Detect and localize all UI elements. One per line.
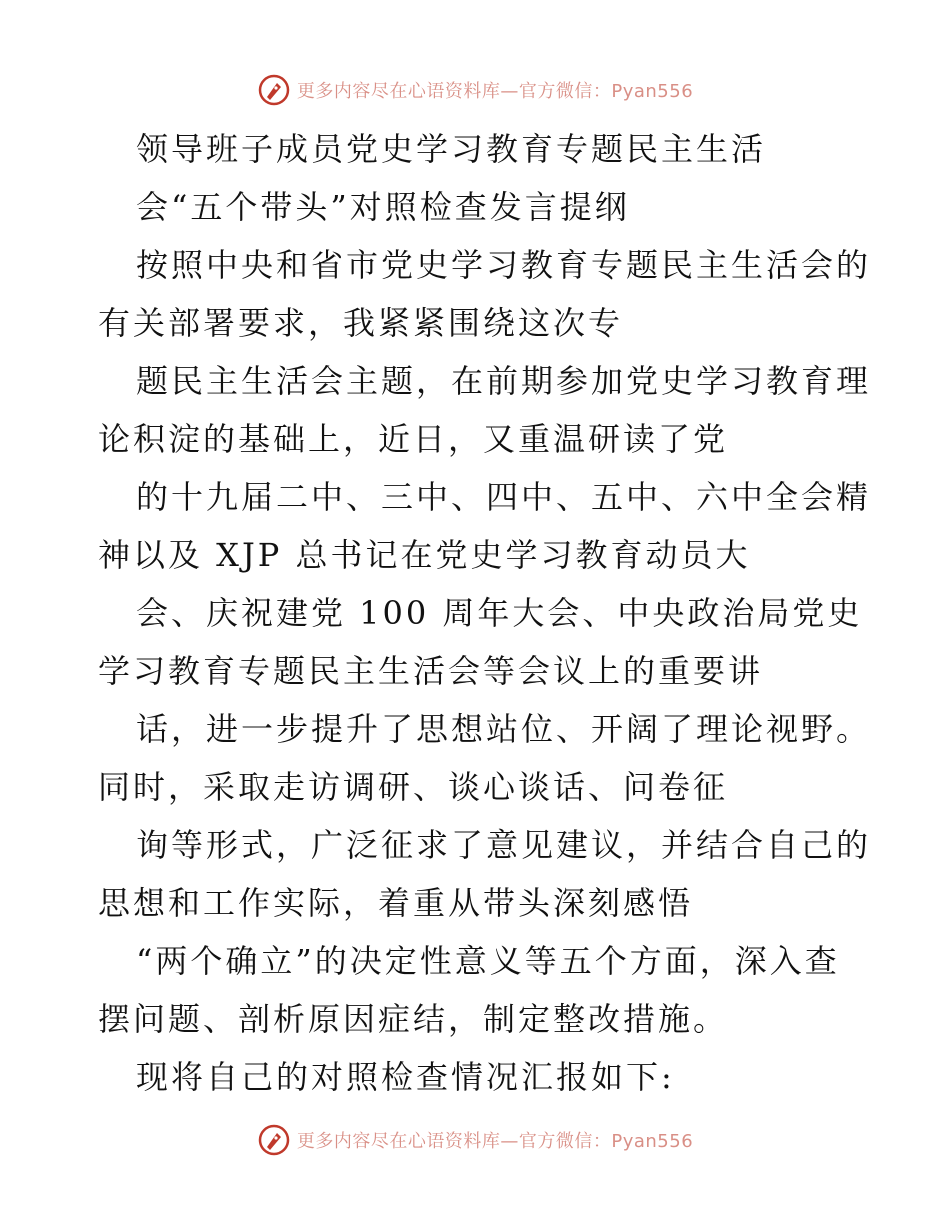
text-line: 现将自己的对照检查情况汇报如下: <box>136 1058 675 1096</box>
watermark-footer <box>0 1120 950 1160</box>
text-line: 神以及 XJP 总书记在党史学习教育动员大 <box>98 536 751 574</box>
text-line: “两个确立”的决定性意义等五个方面，深入查 <box>136 942 840 980</box>
text-line: 领导班子成员党史学习教育专题民主生活 <box>136 130 767 168</box>
text-line: 思想和工作实际，着重从带头深刻感悟 <box>98 884 694 922</box>
text-line: 学习教育专题民主生活会等会议上的重要讲 <box>98 652 764 690</box>
text-line: 摆问题、剖析原因症结，制定整改措施。 <box>98 1000 729 1038</box>
text-line: 会“五个带头”对照检查发言提纲 <box>136 188 630 226</box>
text-line: 询等形式，广泛征求了意见建议，并结合自己的 <box>136 826 872 864</box>
text-line: 同时，采取走访调研、谈心谈话、问卷征 <box>98 768 729 806</box>
pen-nib-circle-icon <box>257 1123 291 1157</box>
document-body <box>98 120 872 1106</box>
text-line: 论积淀的基础上，近日，又重温研读了党 <box>98 420 729 458</box>
text-line: 按照中央和省市党史学习教育专题民主生活会的 <box>136 246 872 284</box>
text-line: 有关部署要求，我紧紧围绕这次专 <box>98 304 624 342</box>
text-line: 的十九届二中、三中、四中、五中、六中全会精 <box>136 478 872 516</box>
text-line: 会、庆祝建党 100 周年大会、中央政治局党史 <box>136 594 863 632</box>
watermark-text: 更多内容尽在心语资料库—官方微信：Pyan556 <box>296 81 694 102</box>
pen-nib-circle-icon <box>257 73 291 107</box>
text-line: 题民主生活会主题，在前期参加党史学习教育理 <box>136 362 872 400</box>
watermark-text: 更多内容尽在心语资料库—官方微信：Pyan556 <box>296 1131 694 1152</box>
watermark-header <box>0 70 950 110</box>
text-line: 话，进一步提升了思想站位、开阔了理论视野。 <box>136 710 872 748</box>
